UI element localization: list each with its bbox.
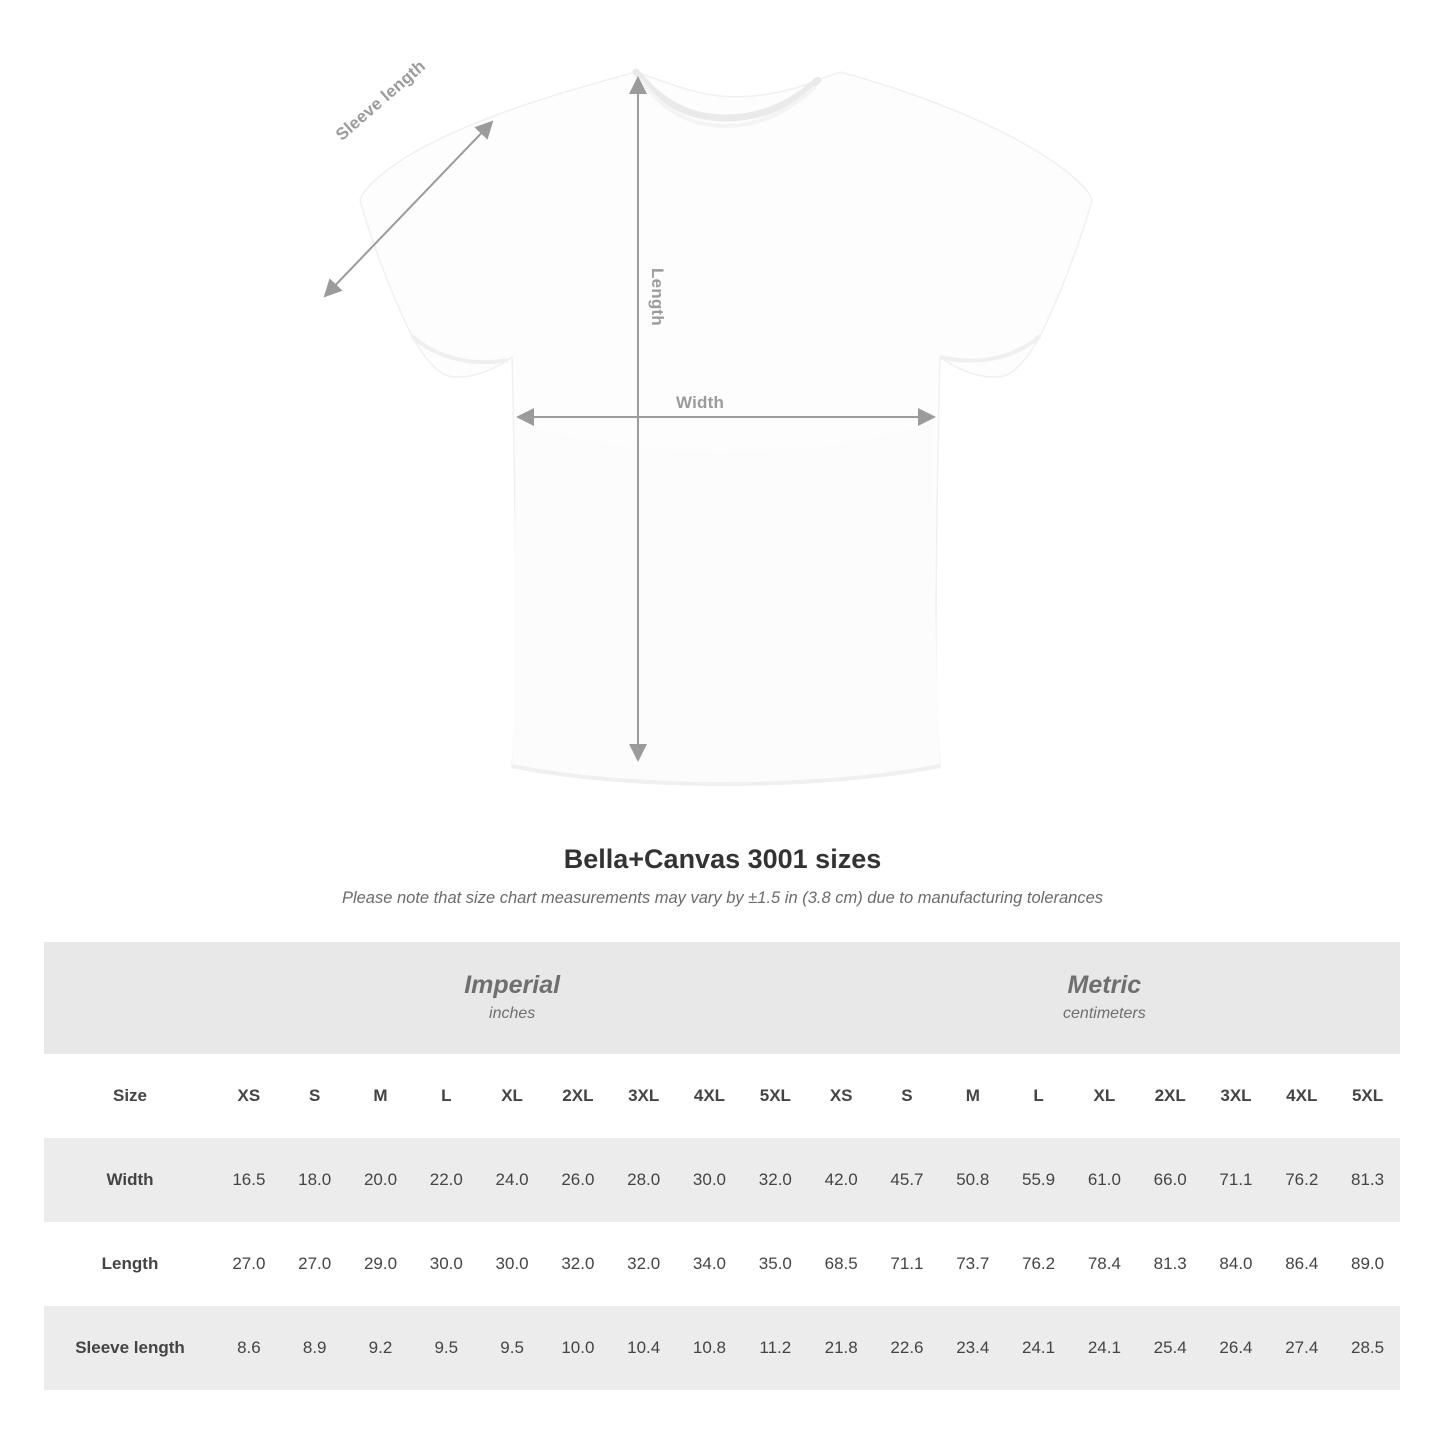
header-imperial-2xl: 2XL	[545, 1054, 611, 1138]
metric-sub: centimeters	[1063, 1004, 1146, 1022]
length-metric-5xl: 89.0	[1335, 1222, 1401, 1306]
header-metric-s: S	[874, 1054, 940, 1138]
width-metric-xl: 61.0	[1071, 1138, 1137, 1222]
header-metric-3xl: 3XL	[1203, 1054, 1269, 1138]
header-metric-4xl: 4XL	[1269, 1054, 1335, 1138]
length-metric-s: 71.1	[874, 1222, 940, 1306]
unit-header-row	[44, 942, 1400, 1054]
length-metric-xl: 78.4	[1071, 1222, 1137, 1306]
sleeve-length-label: Sleeve length	[332, 56, 430, 145]
sleeve-imperial-l: 9.5	[413, 1306, 479, 1390]
sleeve-imperial-3xl: 10.4	[611, 1306, 677, 1390]
size-table	[44, 942, 1400, 1390]
length-imperial-4xl: 34.0	[677, 1222, 743, 1306]
width-metric-4xl: 76.2	[1269, 1138, 1335, 1222]
width-imperial-s: 18.0	[282, 1138, 348, 1222]
width-imperial-xl: 24.0	[479, 1138, 545, 1222]
width-metric-m: 50.8	[940, 1138, 1006, 1222]
size-header-row	[44, 1054, 1400, 1138]
header-imperial-m: M	[348, 1054, 414, 1138]
tolerance-note: Please note that size chart measurements may vary by ±1.5 in (3.8 cm) due to manufacturing tolerances	[341, 889, 1104, 907]
width-imperial-l: 22.0	[413, 1138, 479, 1222]
header-imperial-xs: XS	[216, 1054, 282, 1138]
length-label: Length	[648, 268, 667, 326]
page-title: Bella+Canvas 3001 sizes	[563, 844, 882, 874]
sleeve-imperial-xl: 9.5	[479, 1306, 545, 1390]
sleeve-metric-2xl: 25.4	[1137, 1306, 1203, 1390]
imperial-name: Imperial	[464, 970, 561, 999]
table-row	[44, 1306, 1400, 1390]
width-metric-xs: 42.0	[808, 1138, 874, 1222]
table-row	[44, 1138, 1400, 1222]
header-imperial-4xl: 4XL	[677, 1054, 743, 1138]
width-imperial-4xl: 30.0	[677, 1138, 743, 1222]
width-label: Width	[676, 393, 725, 412]
header-metric-2xl: 2XL	[1137, 1054, 1203, 1138]
header-metric-xs: XS	[808, 1054, 874, 1138]
sleeve-imperial-5xl: 11.2	[742, 1306, 808, 1390]
length-imperial-m: 29.0	[348, 1222, 414, 1306]
length-metric-m: 73.7	[940, 1222, 1006, 1306]
length-metric-xs: 68.5	[808, 1222, 874, 1306]
unit-header-metric	[808, 942, 1400, 1054]
unit-header-spacer	[44, 942, 216, 1054]
length-imperial-3xl: 32.0	[611, 1222, 677, 1306]
width-imperial-5xl: 32.0	[742, 1138, 808, 1222]
sleeve-metric-s: 22.6	[874, 1306, 940, 1390]
length-imperial-xl: 30.0	[479, 1222, 545, 1306]
width-imperial-2xl: 26.0	[545, 1138, 611, 1222]
width-imperial-xs: 16.5	[216, 1138, 282, 1222]
sleeve-imperial-4xl: 10.8	[677, 1306, 743, 1390]
sleeve-imperial-m: 9.2	[348, 1306, 414, 1390]
row-label-length: Length	[44, 1222, 216, 1306]
width-metric-2xl: 66.0	[1137, 1138, 1203, 1222]
width-imperial-3xl: 28.0	[611, 1138, 677, 1222]
sleeve-metric-xs: 21.8	[808, 1306, 874, 1390]
sleeve-imperial-s: 8.9	[282, 1306, 348, 1390]
width-metric-5xl: 81.3	[1335, 1138, 1401, 1222]
length-imperial-5xl: 35.0	[742, 1222, 808, 1306]
length-metric-3xl: 84.0	[1203, 1222, 1269, 1306]
width-metric-l: 55.9	[1006, 1138, 1072, 1222]
header-metric-xl: XL	[1071, 1054, 1137, 1138]
sleeve-metric-xl: 24.1	[1071, 1306, 1137, 1390]
length-imperial-2xl: 32.0	[545, 1222, 611, 1306]
length-metric-l: 76.2	[1006, 1222, 1072, 1306]
width-metric-s: 45.7	[874, 1138, 940, 1222]
header-size: Size	[44, 1054, 216, 1138]
imperial-sub: inches	[489, 1004, 536, 1022]
length-imperial-s: 27.0	[282, 1222, 348, 1306]
header-imperial-xl: XL	[479, 1054, 545, 1138]
length-metric-4xl: 86.4	[1269, 1222, 1335, 1306]
row-label-sleeve-length: Sleeve length	[44, 1306, 216, 1390]
header-metric-5xl: 5XL	[1335, 1054, 1401, 1138]
length-imperial-l: 30.0	[413, 1222, 479, 1306]
header-metric-l: L	[1006, 1054, 1072, 1138]
sleeve-metric-5xl: 28.5	[1335, 1306, 1401, 1390]
sleeve-metric-3xl: 26.4	[1203, 1306, 1269, 1390]
header-imperial-l: L	[413, 1054, 479, 1138]
size-table-section	[0, 830, 1445, 1390]
length-imperial-xs: 27.0	[216, 1222, 282, 1306]
unit-header-imperial	[216, 942, 808, 1054]
width-imperial-m: 20.0	[348, 1138, 414, 1222]
header-imperial-3xl: 3XL	[611, 1054, 677, 1138]
table-row	[44, 1222, 1400, 1306]
sleeve-metric-l: 24.1	[1006, 1306, 1072, 1390]
row-label-width: Width	[44, 1138, 216, 1222]
header-imperial-s: S	[282, 1054, 348, 1138]
width-metric-3xl: 71.1	[1203, 1138, 1269, 1222]
sleeve-metric-m: 23.4	[940, 1306, 1006, 1390]
sleeve-imperial-xs: 8.6	[216, 1306, 282, 1390]
tshirt-shape	[360, 72, 1092, 784]
header-imperial-5xl: 5XL	[742, 1054, 808, 1138]
metric-name: Metric	[1067, 970, 1142, 999]
length-metric-2xl: 81.3	[1137, 1222, 1203, 1306]
header-metric-m: M	[940, 1054, 1006, 1138]
sleeve-metric-4xl: 27.4	[1269, 1306, 1335, 1390]
sleeve-imperial-2xl: 10.0	[545, 1306, 611, 1390]
